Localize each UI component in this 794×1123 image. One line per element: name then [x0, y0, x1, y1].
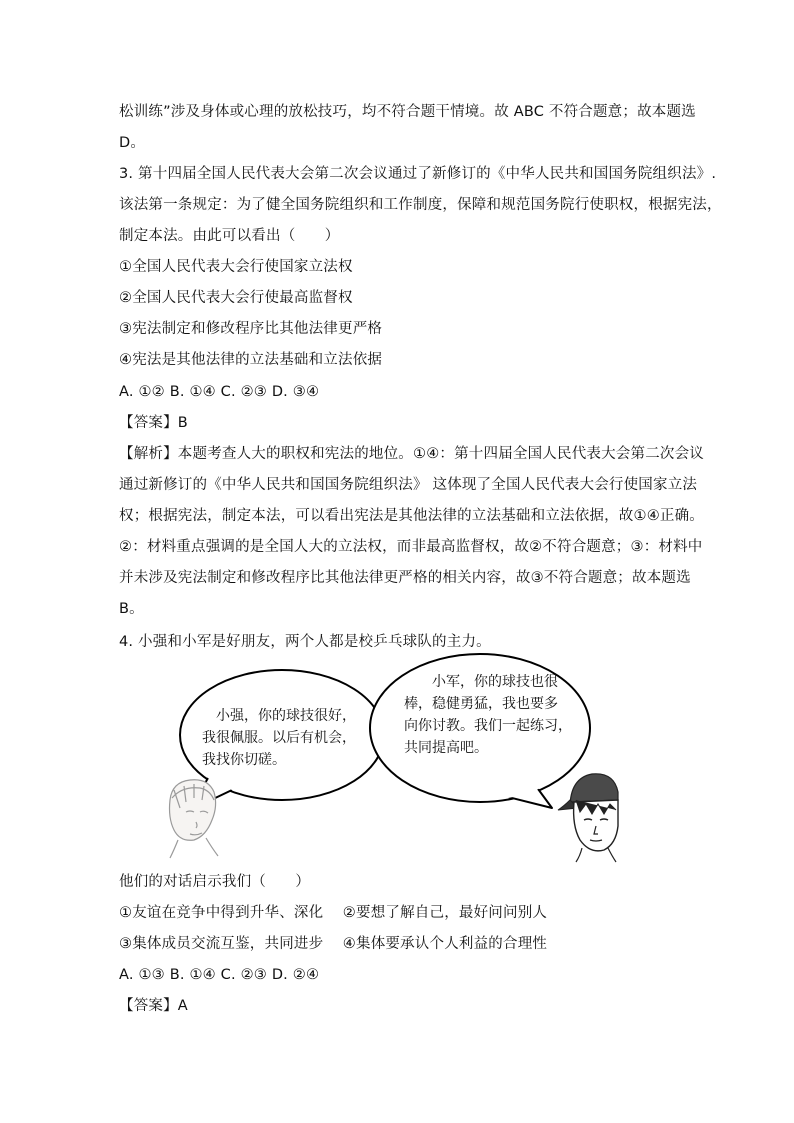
- right-bubble-line: 小军，你的球技也很: [404, 674, 558, 690]
- question-3-option: ④宪法是其他法律的立法基础和立法依据: [119, 352, 383, 368]
- text-line: 松训练”涉及身体或心理的放松技巧，均不符合题干情境。故 ABC 不符合题意；故本题选: [119, 104, 696, 120]
- question-3-explanation: ②：材料重点强调的是全国人大的立法权，而非最高监督权，故②不符合题意；③：材料中: [119, 539, 703, 555]
- question-3-explanation: B。: [119, 601, 144, 617]
- question-3-explanation: 通过新修订的《中华人民共和国国务院组织法》 这体现了全国人民代表大会行使国家立法: [119, 477, 698, 493]
- question-3-choices: A. ①② B. ①④ C. ②③ D. ③④: [119, 384, 320, 400]
- text-line: D。: [119, 135, 146, 151]
- question-3-option: ③宪法制定和修改程序比其他法律更严格: [119, 321, 383, 337]
- question-3-stem: 制定本法。由此可以看出（ ）: [119, 228, 340, 244]
- left-bubble-line: 我找你切磋。: [202, 752, 286, 768]
- right-bubble-line: 向你讨教。我们一起练习，: [404, 718, 572, 734]
- question-3-option: ①全国人民代表大会行使国家立法权: [119, 259, 353, 275]
- question-3-option: ②全国人民代表大会行使最高监督权: [119, 290, 353, 306]
- left-bubble-line: 小强，你的球技很好，: [202, 708, 356, 724]
- question-4-option: ③集体成员交流互鉴，共同进步 ④集体要承认个人利益的合理性: [119, 936, 548, 952]
- right-bubble-line: 共同提高吧。: [404, 740, 488, 756]
- question-4-option: ①友谊在竞争中得到升华、深化 ②要想了解自己，最好问问别人: [119, 905, 548, 921]
- right-bubble-line: 棒，稳健勇猛，我也要多: [404, 696, 558, 712]
- xiaojun-character: [558, 774, 618, 862]
- question-3-explanation: 【解析】本题考查人大的职权和宪法的地位。①④：第十四届全国人民代表大会第二次会议: [119, 446, 704, 462]
- question-4-prompt: 他们的对话启示我们（ ）: [119, 874, 311, 890]
- question-3-stem: 3. 第十四届全国人民代表大会第二次会议通过了新修订的《中华人民共和国国务院组织法》.: [119, 166, 717, 182]
- xiaoqiang-character: [170, 780, 219, 858]
- question-4-stem: 4. 小强和小军是好朋友，两个人都是校乒乓球队的主力。: [119, 634, 491, 650]
- left-bubble-line: 我很佩服。以后有机会，: [202, 730, 356, 746]
- question-3-explanation: 权；根据宪法，制定本法，可以看出宪法是其他法律的立法基础和立法依据，故①④正确。: [119, 508, 704, 524]
- dialogue-illustration: [160, 650, 620, 865]
- question-3-stem: 该法第一条规定：为了健全国务院组织和工作制度，保障和规范国务院行使职权，根据宪法，: [119, 197, 722, 213]
- question-3-answer: 【答案】B: [119, 415, 188, 431]
- question-4-answer: 【答案】A: [119, 998, 188, 1014]
- question-4-choices: A. ①③ B. ①④ C. ②③ D. ②④: [119, 967, 320, 983]
- question-3-explanation: 并未涉及宪法制定和修改程序比其他法律更严格的相关内容，故③不符合题意；故本题选: [119, 570, 691, 586]
